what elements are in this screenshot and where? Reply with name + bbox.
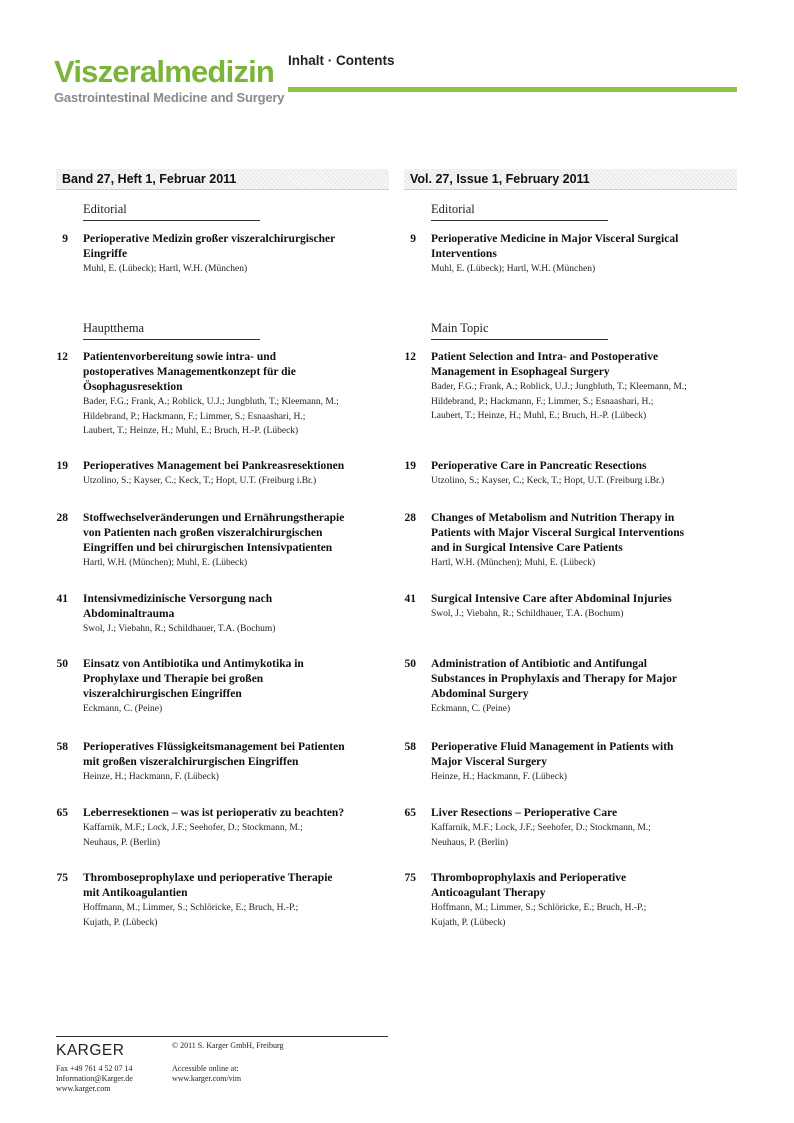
article-authors: Swol, J.; Viebahn, R.; Schildhauer, T.A. (Bochum)	[83, 624, 276, 634]
article-title[interactable]: Perioperatives Flüssigkeitsmanagement bei Patienten mit großen viszeralchirurgischen Eingriffen	[83, 741, 345, 768]
article-title[interactable]: Stoffwechselveränderungen und Ernährungstherapie von Patienten nach großen viszeralchirurgischen Eingriffen und bei chirurgischen Intensivpatienten	[83, 512, 345, 554]
email-link[interactable]: Information@Karger.de	[56, 1074, 133, 1083]
accessible-url-link[interactable]: www.karger.com/vim	[172, 1074, 242, 1083]
page-number: 75	[56, 872, 68, 884]
page-number: 65	[56, 807, 68, 819]
article-title[interactable]: Changes of Metabolism and Nutrition Therapy in Patients with Major Visceral Surgical Interventions and in Surgical Intensive Care Patients	[431, 512, 685, 554]
section-rule	[83, 220, 260, 221]
page-number: 65	[404, 807, 416, 819]
article-authors: Utzolino, S.; Kayser, C.; Keck, T.; Hopt, U.T. (Freiburg i.Br.)	[83, 476, 317, 486]
fax: Fax +49 761 4 52 07 14	[56, 1064, 133, 1073]
section-rule	[431, 339, 608, 340]
section-label-editorial: Editorial	[431, 202, 475, 216]
banner-english	[404, 169, 737, 190]
article-title[interactable]: Surgical Intensive Care after Abdominal Injuries	[431, 593, 672, 605]
article-authors: Bader, F.G.; Frank, A.; Roblick, U.J.; Jungbluth, T.; Kleemann, M.; Hildebrand, P.; Hackmann, F.; Limmer, S.; Esnaashari, H.; Laubert, T.; Heinze, H.; Muhl, E.; Bruch, H.-P. (Lübeck)	[431, 382, 687, 421]
article-authors: Muhl, E. (Lübeck); Hartl, W.H. (München)	[83, 264, 248, 274]
article-title[interactable]: Thromboseprophylaxe und perioperative Therapie mit Antikoagulantien	[83, 872, 333, 899]
article-authors: Swol, J.; Viebahn, R.; Schildhauer, T.A. (Bochum)	[431, 609, 624, 619]
article-authors: Bader, F.G.; Frank, A.; Roblick, U.J.; Jungbluth, T.; Kleemann, M.; Hildebrand, P.; Hackmann, F.; Limmer, S.; Esnaashari, H.; Laubert, T.; Heinze, H.; Muhl, E.; Bruch, H.-P. (Lübeck)	[83, 397, 339, 436]
journal-subtitle: Gastrointestinal Medicine and Surgery	[54, 90, 285, 105]
journal-title: Viszeralmedizin	[54, 54, 275, 89]
article-authors: Eckmann, C. (Peine)	[431, 704, 511, 714]
header-rule	[288, 87, 737, 92]
article-authors: Heinze, H.; Hackmann, F. (Lübeck)	[431, 772, 567, 782]
article-authors: Hartl, W.H. (München); Muhl, E. (Lübeck)	[431, 558, 596, 568]
article-title[interactable]: Perioperative Fluid Management in Patients with Major Visceral Surgery	[431, 741, 674, 768]
section-rule	[431, 220, 608, 221]
page-number: 12	[404, 351, 416, 363]
page-number: 12	[56, 351, 68, 363]
article-title[interactable]: Perioperatives Management bei Pankreasresektionen	[83, 460, 345, 472]
banner-german-text: Band 27, Heft 1, Februar 2011	[62, 172, 237, 186]
article-title[interactable]: Einsatz von Antibiotika und Antimykotika in Prophylaxe und Therapie bei großen viszeralchirurgischen Eingriffen	[83, 658, 304, 700]
article-authors: Kaffarnik, M.F.; Lock, J.F.; Seehofer, D.; Stockmann, M.; Neuhaus, P. (Berlin)	[431, 823, 651, 848]
accessible-label: Accessible online at:	[172, 1064, 239, 1073]
website-link[interactable]: www.karger.com	[56, 1084, 111, 1093]
page-number: 75	[404, 872, 416, 884]
section-label-main-topic: Hauptthema	[83, 321, 145, 335]
section-label-editorial: Editorial	[83, 202, 127, 216]
section-label-main-topic: Main Topic	[431, 321, 489, 335]
article-title[interactable]: Perioperative Care in Pancreatic Resections	[431, 460, 647, 472]
article-authors: Eckmann, C. (Peine)	[83, 704, 163, 714]
page-title: Inhalt · Contents	[288, 53, 395, 68]
article-title[interactable]: Perioperative Medicine in Major Visceral Surgical Interventions	[431, 233, 679, 260]
page-number: 41	[404, 593, 416, 605]
article-authors: Heinze, H.; Hackmann, F. (Lübeck)	[83, 772, 219, 782]
page-number: 19	[404, 460, 416, 472]
page-number: 58	[404, 741, 416, 753]
article-title[interactable]: Intensivmedizinische Versorgung nach Abdominaltrauma	[83, 593, 273, 620]
section-rule	[83, 339, 260, 340]
banner-english-text: Vol. 27, Issue 1, February 2011	[410, 172, 590, 186]
page-number: 50	[56, 658, 68, 670]
article-title[interactable]: Patient Selection and Intra- and Postoperative Management in Esophageal Surgery	[431, 351, 659, 378]
page-number: 28	[404, 512, 416, 524]
page-number: 9	[62, 233, 68, 245]
banner-german	[56, 169, 389, 190]
page-number: 41	[56, 593, 68, 605]
page-number: 19	[56, 460, 68, 472]
article-title[interactable]: Administration of Antibiotic and Antifungal Substances in Prophylaxis and Therapy for Major Abdominal Surgery	[431, 658, 678, 700]
footer-rule	[56, 1036, 388, 1037]
article-title[interactable]: Liver Resections – Perioperative Care	[431, 807, 618, 819]
article-title[interactable]: Patientenvorbereitung sowie intra- und postoperatives Managementkonzept für die Ösophagusresektion	[83, 351, 296, 393]
article-authors: Hoffmann, M.; Limmer, S.; Schlöricke, E.; Bruch, H.-P.; Kujath, P. (Lübeck)	[83, 903, 299, 928]
article-authors: Muhl, E. (Lübeck); Hartl, W.H. (München)	[431, 264, 596, 274]
article-authors: Utzolino, S.; Kayser, C.; Keck, T.; Hopt, U.T. (Freiburg i.Br.)	[431, 476, 665, 486]
article-authors: Hartl, W.H. (München); Muhl, E. (Lübeck)	[83, 558, 248, 568]
article-title[interactable]: Perioperative Medizin großer viszeralchirurgischer Eingriffe	[83, 233, 336, 260]
article-title[interactable]: Thromboprophylaxis and Perioperative Anticoagulant Therapy	[431, 872, 627, 899]
page-number: 28	[56, 512, 68, 524]
page-number: 9	[410, 233, 416, 245]
article-authors: Kaffarnik, M.F.; Lock, J.F.; Seehofer, D.; Stockmann, M.; Neuhaus, P. (Berlin)	[83, 823, 303, 848]
article-title[interactable]: Leberresektionen – was ist perioperativ zu beachten?	[83, 807, 345, 819]
article-authors: Hoffmann, M.; Limmer, S.; Schlöricke, E.; Bruch, H.-P.; Kujath, P. (Lübeck)	[431, 903, 647, 928]
copyright: © 2011 S. Karger GmbH, Freiburg	[172, 1041, 284, 1050]
publisher-logo: KARGER	[56, 1042, 125, 1059]
journal-logo	[54, 56, 284, 106]
page-number: 50	[404, 658, 416, 670]
page-number: 58	[56, 741, 68, 753]
